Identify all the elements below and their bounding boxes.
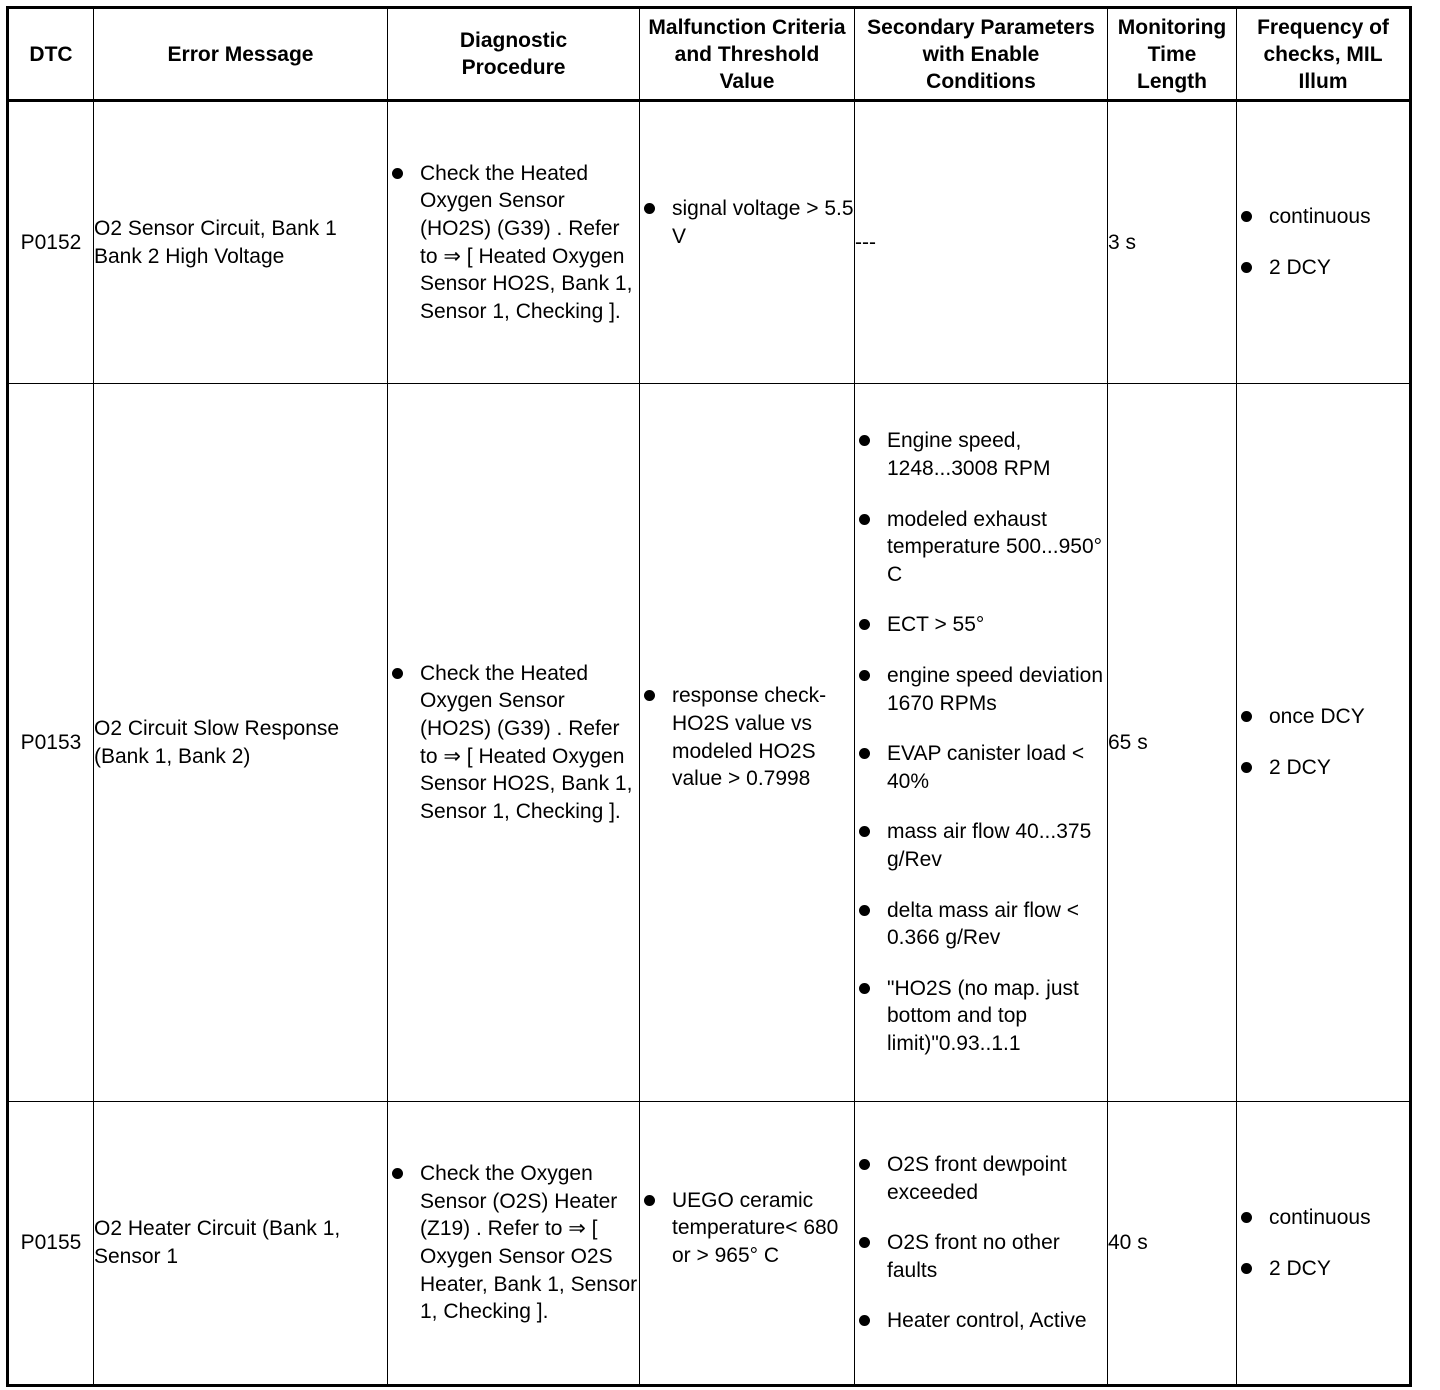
secondary-parameters-list [855,427,1107,1057]
procedure-item: Check the Oxygen Sensor (O2S) Heater (Z19) . Refer to ⇒ [ Oxygen Sensor O2S Heater, Bank 1, Sensor 1, Checking ]. [388,1160,639,1326]
procedure-list [388,1160,639,1326]
secondary-parameter-item: "HO2S (no map. just bottom and top limit)"0.93..1.1 [855,975,1107,1058]
frequency-cell [1237,384,1411,1102]
frequency-item: once DCY [1237,703,1409,731]
secondary-parameter-item: modeled exhaust temperature 500...950° C [855,506,1107,589]
malfunction-list [640,1187,854,1270]
frequency-list [1237,1204,1409,1282]
frequency-cell [1237,1102,1411,1386]
table-row [8,384,1411,1102]
secondary-parameter-item: mass air flow 40...375 g/Rev [855,818,1107,873]
malfunction-item: signal voltage > 5.5 V [640,195,854,250]
dtc-code-cell: P0155 [8,1102,94,1386]
malfunction-list [640,682,854,792]
header-error-message: Error Message [94,8,388,101]
header-row [8,8,1411,101]
secondary-parameter-item: O2S front dewpoint exceeded [855,1151,1107,1206]
frequency-list [1237,203,1409,281]
malfunction-criteria-cell [640,1102,855,1386]
header-malfunction-criteria: Malfunction Criteria and Threshold Value [640,8,855,101]
error-message-cell: O2 Circuit Slow Response (Bank 1, Bank 2) [94,384,388,1102]
secondary-parameter-item: ECT > 55° [855,611,1107,639]
header-secondary-parameters: Secondary Parameters with Enable Conditions [855,8,1108,101]
procedure-list [388,160,639,326]
frequency-item: 2 DCY [1237,754,1409,782]
error-message-cell: O2 Heater Circuit (Bank 1, Sensor 1 [94,1102,388,1386]
procedure-list [388,660,639,826]
diagnostic-procedure-cell [388,384,640,1102]
secondary-parameter-item: delta mass air flow < 0.366 g/Rev [855,897,1107,952]
secondary-parameters-list [855,1151,1107,1335]
table-row [8,1102,1411,1386]
header-dtc: DTC [8,8,94,101]
procedure-item: Check the Heated Oxygen Sensor (HO2S) (G39) . Refer to ⇒ [ Heated Oxygen Sensor HO2S, Bank 1, Sensor 1, Checking ]. [388,160,639,326]
secondary-parameters-cell [855,1102,1108,1386]
secondary-parameters-cell: --- [855,101,1108,384]
frequency-item: 2 DCY [1237,254,1409,282]
procedure-item: Check the Heated Oxygen Sensor (HO2S) (G39) . Refer to ⇒ [ Heated Oxygen Sensor HO2S, Bank 1, Sensor 1, Checking ]. [388,660,639,826]
secondary-parameter-item: Heater control, Active [855,1307,1107,1335]
malfunction-criteria-cell [640,384,855,1102]
frequency-list [1237,703,1409,781]
diagnostic-procedure-cell [388,1102,640,1386]
frequency-item: 2 DCY [1237,1255,1409,1283]
malfunction-item: response check- HO2S value vs modeled HO2S value > 0.7998 [640,682,854,792]
frequency-cell [1237,101,1411,384]
header-frequency: Frequency of checks, MIL Illum [1237,8,1411,101]
diagnostic-procedure-cell [388,101,640,384]
secondary-parameter-item: O2S front no other faults [855,1229,1107,1284]
frequency-item: continuous [1237,1204,1409,1232]
error-message-cell: O2 Sensor Circuit, Bank 1 Bank 2 High Voltage [94,101,388,384]
malfunction-criteria-cell [640,101,855,384]
header-diagnostic-procedure: Diagnostic Procedure [388,8,640,101]
monitoring-time-cell: 65 s [1108,384,1237,1102]
secondary-parameters-cell [855,384,1108,1102]
dtc-code-cell: P0152 [8,101,94,384]
secondary-parameter-item: engine speed deviation 1670 RPMs [855,662,1107,717]
secondary-parameter-item: EVAP canister load < 40% [855,740,1107,795]
header-monitoring-time: Monitoring Time Length [1108,8,1237,101]
dtc-code-cell: P0153 [8,384,94,1102]
monitoring-time-cell: 3 s [1108,101,1237,384]
frequency-item: continuous [1237,203,1409,231]
secondary-parameter-item: Engine speed, 1248...3008 RPM [855,427,1107,482]
malfunction-list [640,195,854,250]
dtc-table [6,6,1412,1387]
malfunction-item: UEGO ceramic temperature< 680 or > 965° C [640,1187,854,1270]
table-row [8,101,1411,384]
monitoring-time-cell: 40 s [1108,1102,1237,1386]
